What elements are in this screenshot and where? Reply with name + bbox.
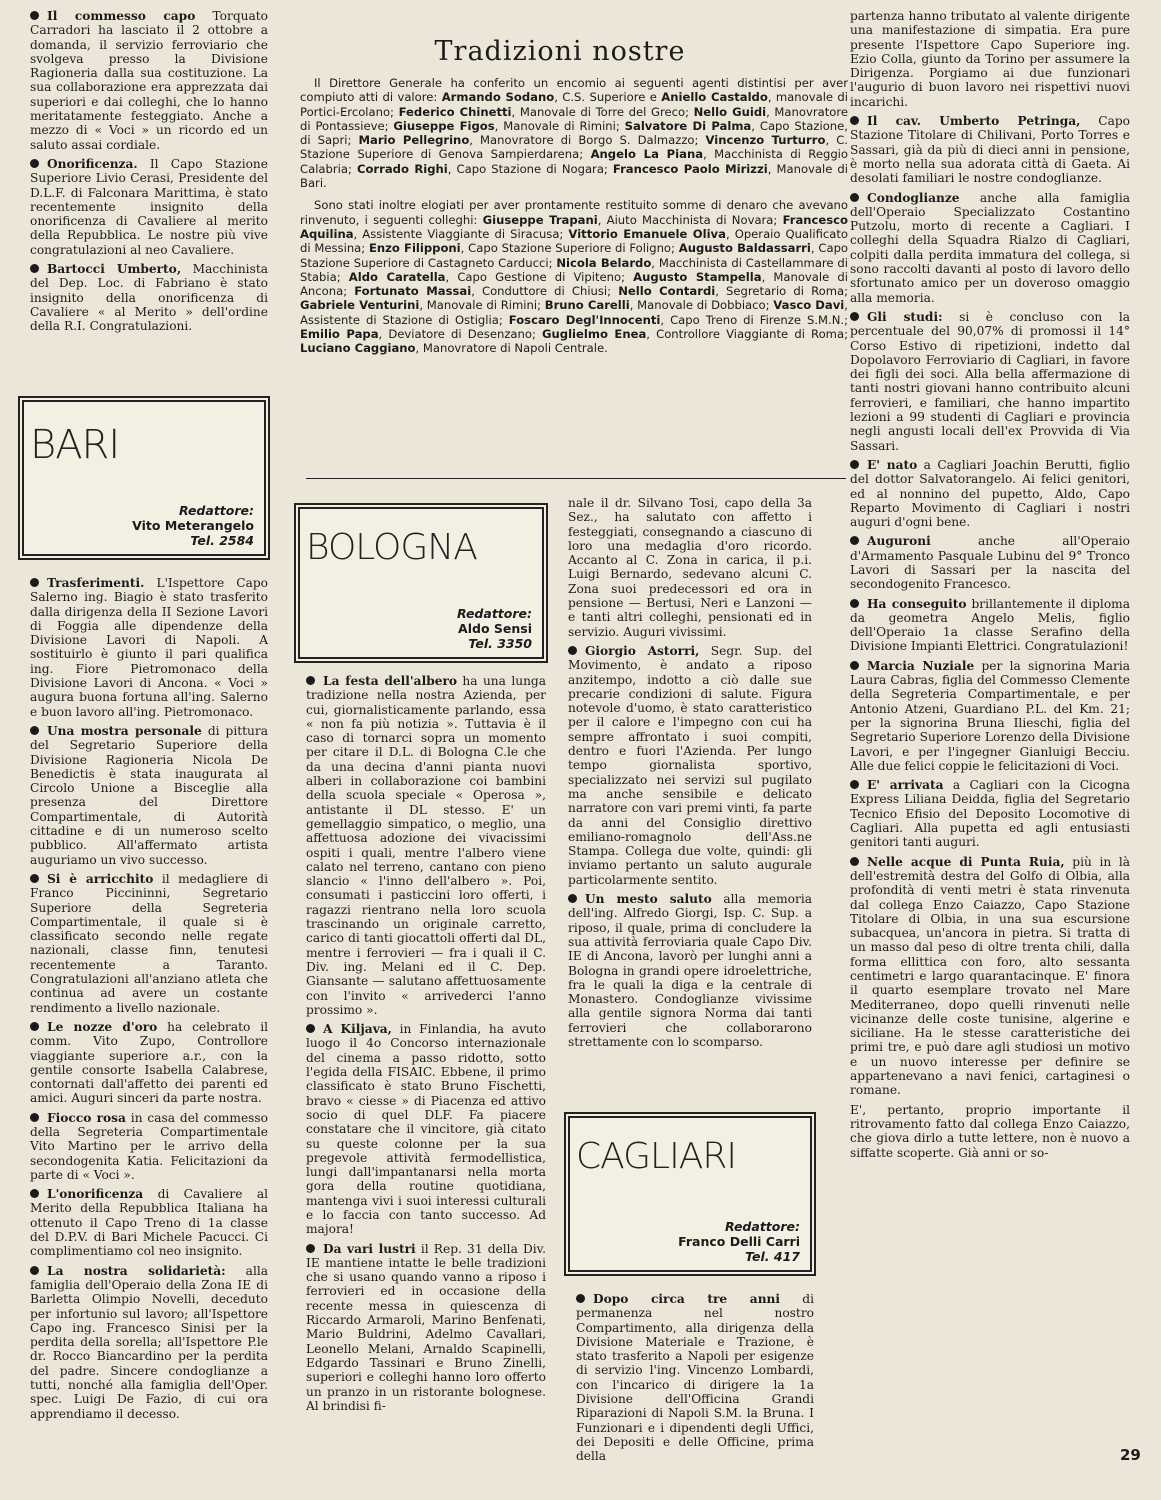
agent-name: Vittorio Emanuele Oliva [568, 226, 726, 241]
agent-role: , Capo Stazione Superiore di Castagneto Carducci; [300, 241, 849, 270]
agent-name: Angelo La Piana [590, 147, 704, 162]
news-item [850, 597, 1130, 654]
news-item-lead: E' arrivata [867, 778, 944, 793]
news-item [30, 724, 268, 867]
news-item [850, 114, 1130, 185]
news-item-text: L'Ispettore Capo Salerno ing. Biagio è stato trasferito dalla dirigenza della II Sezione Lavori di Foggia alle dipendenze della Divisione Lavori di Napoli. A sostituirlo è giunto il pari qualifica ing. Fiore Pietromonaco della Divisione Lavori di Ancona. « Voci » augura buona fortuna all'ing. Salerno e buon lavoro all'ing. Pietromonaco. [30, 576, 268, 719]
news-item-text: il medagliere di Franco Piccininni, Segretario Superiore della Segreteria Compartimentale, il quale si è classificato secondo nelle regate nazionali, classe finn, tenutesi recentemente a Taranto. Congratulazioni all'anziano atleta che continua ad avere un costante rendimento a livello nazionale. [30, 871, 268, 1015]
page-title: Tradizioni nostre [434, 36, 686, 67]
continued-paragraph: nale il dr. Silvano Tosi, capo della 3a Sez., ha salutato con affetto i festeggiati, consegnando a ciascuno di loro una medaglia d'oro ricordo. Accanto al C. Zona in carica, il p.i. Luigi Bernardo, sedevano alcuni C. Zona suoi predecessori ed ora in pensione — Bertusi, Neri e Lanzoni — e tanti altri colleghi, pensionati ed in servizio. Auguri vivissimi. [568, 496, 812, 639]
agent-role: , Manovale di Bari. [300, 161, 849, 191]
news-item-text: Il Capo Stazione Superiore Livio Cerasi, Presidente del D.L.F. di Falconara Marittima, è stato recentemente insignito della onorificenza di Cavaliere al merito della Repubblica. Le nostre più vive congratulazioni al neo Cavaliere. [30, 156, 268, 257]
cagliari-city-title: CAGLIARI [576, 1136, 736, 1177]
agent-name: Giuseppe Figos [393, 118, 495, 133]
agent-role: , Assistente Viaggiante di Siracusa; [353, 226, 569, 241]
agent-role: , Manovale di Dobbiaco; [629, 298, 774, 313]
agent-name: Foscaro Degl'Innocenti [508, 312, 661, 327]
news-item-text: per la signorina Maria Laura Cabras, figlia del Commesso Clemente della Segreteria Compartimentale, e per Antonio Atzeni, Guardiano P.L. del Km. 21; per la signorina Bruna Ilieschi, figlia del Segretario Superiore Lorenzo della Divisione Lavori, e per l'ingegner Gianluigi Becciu. Alle due felici coppie le felicitazioni di Voci. [850, 658, 1130, 773]
bari-city-title: BARI [30, 422, 120, 468]
agent-name: Enzo Filipponi [368, 241, 461, 256]
cagliari-section-header [564, 1112, 816, 1276]
agent-name: Aniello Castaldo [661, 90, 768, 105]
continued-paragraph: partenza hanno tributato al valente dirigente una manifestazione di simpatia. Era pure presente l'Ispettore Capo Superiore ing. Ezio Colla, giunto da Torino per assumere la Dirigenza. Porgiamo ai due funzionari l'augurio di buon lavoro nei rispettivi nuovi incarichi. [850, 9, 1130, 109]
news-item [576, 1292, 814, 1464]
agent-name: Giuseppe Trapani [482, 212, 598, 227]
news-item-lead: La festa dell'albero [323, 674, 458, 688]
agent-name: Aldo Caratella [348, 269, 446, 284]
news-item-text: alla memoria dell'ing. Alfredo Giorgi, Isp. C. Sup. a riposo, il quale, prima di concludere la sua attività ferroviaria quale Capo Div. IE di Ancona, lavorò per lunghi anni a Bologna in grandi opere idroelettriche, fra le quali la diga e la centrale di Monastero. Condoglianze vivissime alla gentile signora Norma dai tanti ferrovieri che collaborarono strettamente con lo scomparso. [568, 892, 812, 1049]
news-item-text: anche alla famiglia dell'Operaio Specializzato Costantino Putzolu, morto di recente a Cagliari. I colleghi della Squadra Rialzo di Cagliari, colpiti dalla perdita immatura del collega, si sono raccolti davanti al posto di lavoro dello sfortunato amico per un doveroso omaggio alla memoria. [850, 190, 1130, 305]
news-item-text: a Cagliari con la Cicogna Express Liliana Deidda, figlia del Segretario Tecnico Efisio del Deposito Locomotive di Cagliari. Alla pupetta ed agli entusiasti genitori tanti auguri. [850, 778, 1131, 850]
column-4-cagliari [850, 9, 1130, 1165]
agent-name: Fortunato Massai [354, 284, 472, 299]
agent-role: , C. Stazione Superiore di Genova Sampierdarena; [300, 133, 848, 162]
news-item-lead: Trasferimenti. [47, 576, 145, 590]
news-item-text: ha celebrato il comm. Vito Zupo, Controllore viaggiante superiore a.r., con la gentile consorte Isabella Calabrese, contornati dall'affetto dei parenti ed amici. Auguri sinceri da parte nostra. [30, 1019, 269, 1106]
bullet-icon [850, 599, 859, 608]
bullet-icon [850, 780, 859, 789]
agent-name: Vincenzo Turturro [705, 133, 826, 148]
news-item [30, 9, 268, 152]
bullet-icon [850, 460, 859, 469]
news-item-text: Capo Stazione Titolare di Chilivani, Porto Torres e Sassari, già da più di dieci anni in pensione, è morto nella sua adorata città di Gaeta. Ai desolati familiari le nostre condoglianze. [850, 114, 1130, 186]
elogio-paragraph [300, 198, 848, 355]
agent-role: , Conduttore di Chiusi; [471, 284, 619, 299]
news-item-text: brillantemente il diploma da geometra Angelo Melis, figlio dell'Operaio 1a classe Serafino della Divisione Impianti Elettrici. Congratulazioni! [850, 596, 1130, 654]
news-item-lead: Si è arricchito [47, 871, 154, 886]
agent-role: , Aiuto Macchinista di Novara; [597, 212, 783, 227]
bullet-icon [850, 857, 859, 866]
agent-role: , Capo Stazione, di Sapri; [300, 118, 848, 148]
agent-name: Augusto Stampella [633, 269, 762, 284]
news-item-lead: Nelle acque di Punta Ruia, [867, 854, 1065, 869]
news-item-lead: La nostra solidarietà: [47, 1263, 226, 1278]
agent-name: Federico Chinetti [398, 104, 512, 119]
bullet-icon [850, 312, 859, 321]
bullet-icon [306, 1244, 315, 1253]
news-item-lead: Un mesto saluto [585, 892, 712, 907]
section-divider [306, 478, 846, 479]
bullet-icon [576, 1294, 585, 1303]
news-item-lead: E' nato [867, 457, 918, 472]
news-item-lead: A Kiljava, [323, 1022, 392, 1037]
news-item-lead: Da vari lustri [323, 1241, 416, 1256]
agent-role: , Manovale di Ancona; [300, 269, 848, 299]
agent-name: Nello Guidi [693, 104, 767, 119]
bullet-icon [306, 676, 315, 685]
news-item-text: il Rep. 31 della Div. IE mantiene intatte le belle tradizioni che si usano quando vanno a riposo i ferrovieri ed in occasione della recente messa in quiescenza di Riccardo Armaroli, Marino Benfenati, Mario Buldrini, Adelmo Cavallari, Leonello Melani, Arnaldo Scapinelli, Edgardo Tassinari e Bruno Zinelli, superiori e colleghi hanno loro offerto un pranzo in un ristorante bolognese. Al brindisi fi- [306, 1241, 546, 1413]
agent-name: Augusto Baldassarri [678, 241, 811, 256]
news-item-text: in casa del commesso della Segreteria Compartimentale Vito Martino per le arrivo della secondogenita Katia. Felicitazioni da parte di « Voci ». [30, 1110, 269, 1182]
news-item-lead: Bartocci Umberto, [47, 262, 182, 277]
news-item-text: alla famiglia dell'Operaio della Zona IE di Barletta Olimpio Novelli, deceduto per infortunio sul lavoro; all'Ispettore Capo ing. Francesco Sinisi per la perdita della sorella; all'Ispettore P.le dr. Rocco Biancardino per la perdita del padre. Sincere condoglianze a tutti, nonché alla famiglia dell'Oper. spec. Luigi De Fazio, di cui ora apprendiamo il decesso. [30, 1263, 269, 1421]
news-item [850, 458, 1130, 529]
news-item-lead: Marcia Nuziale [867, 658, 975, 673]
news-item-lead: Ha conseguito [867, 596, 967, 611]
bullet-icon [306, 1024, 315, 1033]
news-item [850, 855, 1130, 1098]
news-item-lead: L'onorificenza [47, 1187, 144, 1202]
news-item-lead: Le nozze d'oro [47, 1019, 158, 1034]
agent-name: Francesco Paolo Mirizzi [612, 161, 768, 176]
news-item [30, 1187, 268, 1258]
agent-role: , manovale di Portici-Ercolano; [300, 90, 849, 119]
news-item [306, 1242, 546, 1414]
news-item-lead: Giorgio Astorri, [585, 643, 700, 658]
bullet-icon [30, 159, 39, 168]
agent-name: Vasco Davi [773, 298, 845, 313]
news-item [30, 262, 268, 333]
agent-role: , Deviatore di Desenzano; [378, 327, 543, 342]
bullet-icon [30, 1266, 39, 1275]
agent-name: Francesco Aquilina [300, 212, 849, 241]
agent-role: , Capo Gestione di Vipiteno; [445, 269, 634, 284]
agent-name: Mario Pellegrino [358, 133, 470, 148]
bullet-icon [30, 11, 39, 20]
agent-name: Nicola Belardo [556, 255, 652, 270]
bullet-icon [30, 726, 39, 735]
news-item-lead: Gli studi: [867, 309, 943, 324]
news-item [306, 1022, 546, 1236]
news-item-text: Macchinista del Dep. Loc. di Fabriano è stato insignito della onorificenza di Cavaliere « al Merito » dell'ordine della R.I. Congratulazioni. [30, 262, 268, 334]
news-item-text: Segr. Sup. del Movimento, è andato a riposo anzitempo, indotto a ciò dalle sue precarie condizioni di salute. Figura notevole d'uomo, è stato caratteristico per il calore e l'impegno con cui ha sempre affrontato i suoi compiti, dentro e fuori l'Azienda. Per lungo tempo giornalista sportivo, specializzato nei servizi sul pugilato ma anche sensibile e delicato narratore con vari premi vinti, fa parte da anni del Consiglio direttivo emiliano-romagnolo dell'Ass.ne Stampa. Collega due volte, quindi: gli inviamo pertanto un saluto augurale particolarmente sentito. [568, 643, 813, 887]
news-item-lead: Il cav. Umberto Petringa, [867, 114, 1081, 129]
bullet-icon [30, 1022, 39, 1031]
news-item-lead: Una mostra personale [47, 723, 202, 738]
agent-role: , Capo Stazione Superiore di Foligno; [460, 241, 679, 256]
agent-name: Armando Sodano [441, 90, 555, 105]
bullet-icon [568, 894, 577, 903]
news-item [30, 1020, 268, 1106]
news-item [306, 674, 546, 1017]
news-item-lead: Dopo circa tre anni [593, 1292, 781, 1306]
bullet-icon [30, 578, 39, 587]
bologna-city-title: BOLOGNA [306, 527, 477, 568]
agent-name: Nello Contardi [618, 284, 716, 299]
news-item-text: di Cavaliere al Merito della Repubblica Italiana ha ottenuto il Capo Treno di 1a classe del D.P.V. di Bari Michele Pacucci. Ci complimentiamo col neo insignito. [30, 1187, 268, 1259]
news-item-lead: Il commesso capo [47, 9, 196, 23]
news-item [568, 892, 812, 1049]
agent-name: Corrado Righi [356, 161, 448, 176]
agent-name: Gabriele Venturini [300, 298, 420, 313]
agent-role: , C.S. Superiore e [554, 90, 662, 105]
agent-role: , Manovale di Rimini; [419, 298, 545, 313]
news-item-text: anche all'Operaio d'Armamento Pasquale Lubinu del 9° Tronco Lavori di Sassari per la nascita del secondogenito Francesco. [850, 534, 1130, 592]
agent-role: , Capo Treno di Firenze S.M.N.; [660, 312, 848, 327]
closing-paragraph: E', pertanto, proprio importante il ritrovamento fatto dal collega Enzo Caiazzo, che giova dirlo a tutte lettere, non è nuovo a siffatte scoperte. Già anni or so- [850, 1102, 1130, 1160]
agent-name: Bruno Carelli [544, 298, 630, 313]
bari-redattore: Redattore: Vito Meterangelo Tel. 2584 [132, 503, 254, 548]
agent-name: Guglielmo Enea [542, 327, 647, 342]
column-3-bologna [568, 496, 812, 1054]
news-item [30, 872, 268, 1015]
agent-role: , Manovale di Torre del Greco; [511, 104, 694, 119]
bullet-icon [30, 1189, 39, 1198]
bologna-redattore: Redattore: Aldo Sensi Tel. 3350 [456, 606, 532, 651]
bullet-icon [850, 116, 859, 125]
bullet-icon [568, 646, 577, 655]
news-item [850, 659, 1130, 773]
page-number: 29 [1120, 1446, 1141, 1464]
agent-role: , Macchinista di Reggio Calabria; [300, 147, 849, 176]
news-item [850, 310, 1130, 453]
agent-name: Salvatore Di Palma [624, 118, 752, 133]
bologna-section-header [294, 503, 548, 663]
agent-role: , Manovratore di Napoli Centrale. [415, 341, 608, 356]
news-item-text: più in là dell'estremità destra del Golfo di Olbia, alla profondità di venti metri è stata rinvenuta dal collega Enzo Caiazzo, Capo Stazione Titolare di Olbia, in una sua escursione subacquea, un'ancora in pietra. Si tratta di un masso dal peso di oltre trenta chili, dalla forma ellittica con foro, alto sessanta centimetri e largo quarantacinque. E' finora il quarto esemplare trovato nel Mare Mediterraneo, dopo quelli rinvenuti nelle vicinanze delle coste tunisine, algerine e siciliane. Ha le stesse caratteristiche dei primi tre, e può dare agli studiosi un motivo e un nuovo interesse per definire se appartenevano a navi fenici, cartaginesi o romane. [850, 854, 1130, 1098]
agent-role: , Assistente di Stazione di Ostiglia; [300, 298, 848, 327]
news-item-text: a Cagliari Joachin Berutti, figlio del dottor Salvatorangelo. Ai felici genitori, ed al nonnino del pupetto, Aldo, Capo Reparto Movimento di Cagliari i nostri auguri d'ogni bene. [850, 457, 1131, 530]
tradizioni-body [300, 76, 848, 364]
elogio-intro: Sono stati inoltre elogiati per aver prontamente restituito somme di denaro che avevano rinvenuto, i seguenti colleghi: [300, 198, 848, 227]
bullet-icon [850, 193, 859, 202]
agent-role: , Macchinista di Castellammare di Stabia; [300, 255, 848, 284]
bari-section-header [18, 396, 270, 560]
news-item-text: in Finlandia, ha avuto luogo il 4o Concorso internazionale del cinema a passo ridotto, sotto l'egida della FISAIC. Ebbene, il primo classificato è stato Bruno Fischetti, bravo « ciesse » di Piacenza ed attivo socio di quel DLF. Fa piacere constatare che il vincitore, già citato su queste colonne per la sua pregevole attività fermodellistica, lungi dall'impantanarsi nella morta gora della routine quotidiana, mantenga vivi i suoi interessi culturali e lo faccia con tanto successo. Ad majora! [306, 1022, 546, 1237]
agent-role: , Controllore Viaggiante di Roma; [646, 327, 848, 342]
news-item [30, 1111, 268, 1182]
news-item-lead: Condoglianze [867, 190, 960, 205]
news-item-lead: Auguroni [867, 534, 931, 549]
bullet-icon [30, 874, 39, 883]
bullet-icon [850, 661, 859, 670]
news-item [568, 644, 812, 887]
encomio-intro: Il Direttore Generale ha conferito un encomio ai seguenti agenti distintisi per aver compiuto atti di valore: [300, 76, 848, 105]
news-item-text: di pittura del Segretario Superiore della Divisione Ragioneria Nicola De Benedictis è stata inaugurata al Circolo Unione a Bisceglie alla presenza del Direttore Compartimentale, di Autorità cittadine e di un numeroso scelto pubblico. All'affermato artista auguriamo un vivo successo. [30, 723, 268, 867]
agent-role: , Manovale di Rimini; [494, 118, 625, 133]
news-item-text: di permanenza nel nostro Compartimento, alla dirigenza della Divisione Materiale e Trazione, è stato trasferito a Napoli per esigenze di servizio l'ing. Vincenzo Lombardi, con l'incarico di dirigere la 1a Divisione dell'Officina Grandi Riparazioni di Napoli S.M. la Bruna. I Funzionari e i dipendenti degli Uffici, dei Depositi e delle Officine, prima della [576, 1292, 814, 1464]
agent-name: Emilio Papa [300, 327, 379, 342]
cagliari-redattore: Redattore: Franco Delli Carri Tel. 417 [678, 1219, 800, 1264]
column-2-bologna [306, 674, 546, 1418]
news-item-text: ha una lunga tradizione nella nostra Azienda, per cui, giornalisticamente parlando, essa « non fa più notizia ». Tuttavia è il caso di tornarci sopra un momento per citare il D.L. di Bologna C.le che da una decina d'anni pianta nuovi alberi in collaborazione coi bambini della scuola speciale « Operosa », antistante il DL stesso. E' un gemellaggio simpatico, o meglio, una affettuosa adozione dei vivacissimi ospiti i quali, mentre l'albero viene calato nel terreno, cantano con pieno slancio « l'inno dell'albero ». Poi, consumati i pasticcini loro offerti, i ragazzi rientrano nella loro scuola trascinando un originale carretto, carico di tanti giocattoli offerti dal DL, mentre i ferrovieri — fra i quali il C. Div. ing. Melani ed il C. Dep. Giansante — salutano affettuosamente con l'invito « arrivederci l'anno prossimo ». [306, 674, 546, 1017]
agent-role: , Segretario di Roma; [715, 284, 849, 299]
bullet-icon [30, 264, 39, 273]
agent-role: , Capo Stazione di Nogara; [447, 161, 613, 176]
news-item-text: Torquato Carradori ha lasciato il 2 ottobre a domanda, il servizio ferroviario che svolgeva presso la Divisione Ragioneria dalla sua costituzione. La sua collaborazione era apprezzata dai superiori e dai colleghi, che lo hanno meritatamente festeggiato. Anche a mezzo di « Voci » un ricordo ed un saluto assai cordiale. [30, 9, 268, 152]
column-1-top [30, 9, 268, 339]
agent-name: Luciano Caggiano [300, 341, 416, 356]
news-item-text: si è concluso con la percentuale del 90,07% di promossi il 14° Corso Estivo di ripetizioni, indetto dal Dopolavoro Ferroviario di Cagliari, in favore dei figli dei soci. Alla bella affermazione di tanti nostri giovani hanno contribuito alcuni ferrovieri, e familiari, che hanno impartito lezioni a 99 studenti di Cagliari e provincia negli angusti locali dell'ex Provvida di Via Sassari. [850, 309, 1130, 453]
news-item [850, 534, 1130, 591]
news-item-lead: Onorificenza. [47, 156, 138, 171]
agent-role: , Operaio Qualificato di Messina; [300, 226, 849, 256]
encomio-paragraph [300, 76, 848, 190]
news-item [850, 778, 1130, 849]
column-1-bari [30, 576, 268, 1426]
agent-role: , Manovratore di Borgo S. Dalmazzo; [469, 133, 706, 148]
news-item [30, 1264, 268, 1421]
news-item [30, 576, 268, 719]
agent-role: , Manovratore di Pontassieve; [300, 104, 848, 133]
bullet-icon [30, 1113, 39, 1122]
column-3-cagliari [576, 1292, 814, 1469]
news-item [850, 191, 1130, 305]
news-item-lead: Fiocco rosa [47, 1110, 126, 1125]
news-item [30, 157, 268, 257]
bullet-icon [850, 536, 859, 545]
